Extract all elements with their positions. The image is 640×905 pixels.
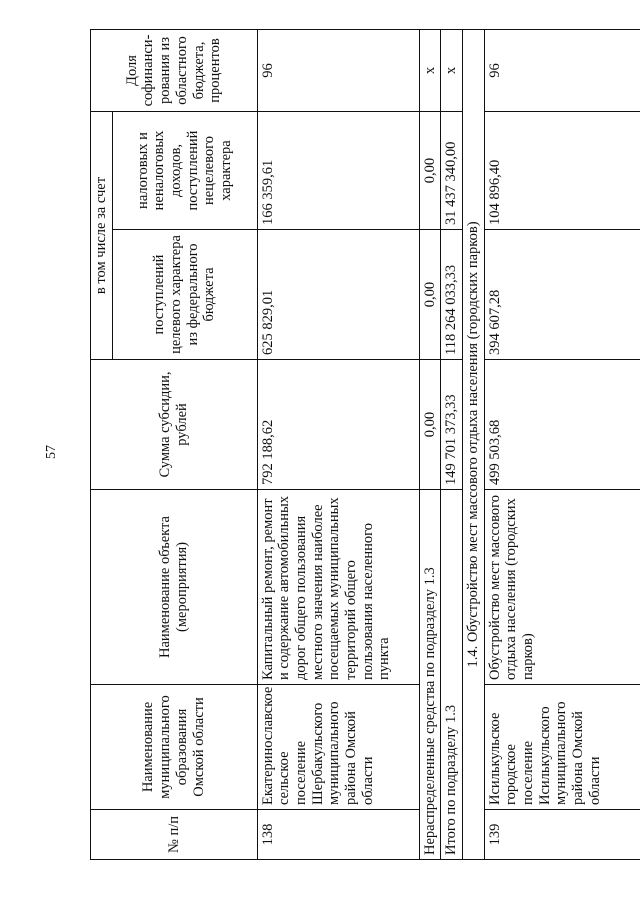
header-federal: поступлений целевого характера из федерального бюджета xyxy=(112,230,257,360)
subsidy-table xyxy=(90,29,640,860)
row-municipality: Екатеринославское сельское поселение Шербакульского муниципального района Омской области xyxy=(257,685,419,810)
table-row xyxy=(484,30,640,860)
header-row-1 xyxy=(91,30,113,860)
header-municipality: Наименование муниципального образования Омской области xyxy=(91,685,258,810)
header-tax: налоговых и неналоговых доходов, поступлений нецелевого характера xyxy=(112,112,257,230)
row2-object: Обустройство мест массового отдыха населения (городских парков) xyxy=(484,490,640,685)
undistributed-federal: 0,00 xyxy=(419,230,441,360)
total-federal: 118 264 033,33 xyxy=(441,230,463,360)
section-title: 1.4. Обустройство мест массового отдыха населения (городских парков) xyxy=(463,30,485,860)
table-row xyxy=(257,30,419,860)
row2-municipality: Исилькульское городское поселение Исилькульского муниципального района Омской области xyxy=(484,685,640,810)
page-number: 57 xyxy=(44,445,59,459)
row2-federal: 394 607,28 xyxy=(484,230,640,360)
header-object: Наименование объекта (мероприятия) xyxy=(91,490,258,685)
undistributed-share: x xyxy=(419,30,441,112)
row2-tax: 104 896,40 xyxy=(484,112,640,230)
row-tax: 166 359,61 xyxy=(257,112,419,230)
total-row xyxy=(441,30,463,860)
row2-subsidy: 499 503,68 xyxy=(484,360,640,490)
undistributed-tax: 0,00 xyxy=(419,112,441,230)
row-num: 138 xyxy=(257,810,419,860)
undistributed-row xyxy=(419,30,441,860)
row2-num: 139 xyxy=(484,810,640,860)
undistributed-label: Нераспределенные средства по подразделу 1.3 xyxy=(419,490,441,860)
row2-share: 96 xyxy=(484,30,640,112)
total-subsidy: 149 701 373,33 xyxy=(441,360,463,490)
total-tax: 31 437 340,00 xyxy=(441,112,463,230)
row-federal: 625 829,01 xyxy=(257,230,419,360)
header-subsidy: Сумма субсидии, рублей xyxy=(91,360,258,490)
undistributed-subsidy: 0,00 xyxy=(419,360,441,490)
header-including: в том числе за счет xyxy=(91,112,113,360)
header-num: № п/п xyxy=(91,810,258,860)
header-share: Доля софинанси-рования из областного бюджета, процентов xyxy=(91,30,258,112)
section-row xyxy=(463,30,485,860)
total-label: Итого по подразделу 1.3 xyxy=(441,490,463,860)
row-share: 96 xyxy=(257,30,419,112)
row-object: Капитальный ремонт, ремонт и содержание автомобильных дорог общего пользования местного значения наиболее посещаемых муниципальных территорий общего пользования населенного пункта xyxy=(257,490,419,685)
row-subsidy: 792 188,62 xyxy=(257,360,419,490)
total-share: x xyxy=(441,30,463,112)
subsidy-table-rotated xyxy=(90,30,635,860)
